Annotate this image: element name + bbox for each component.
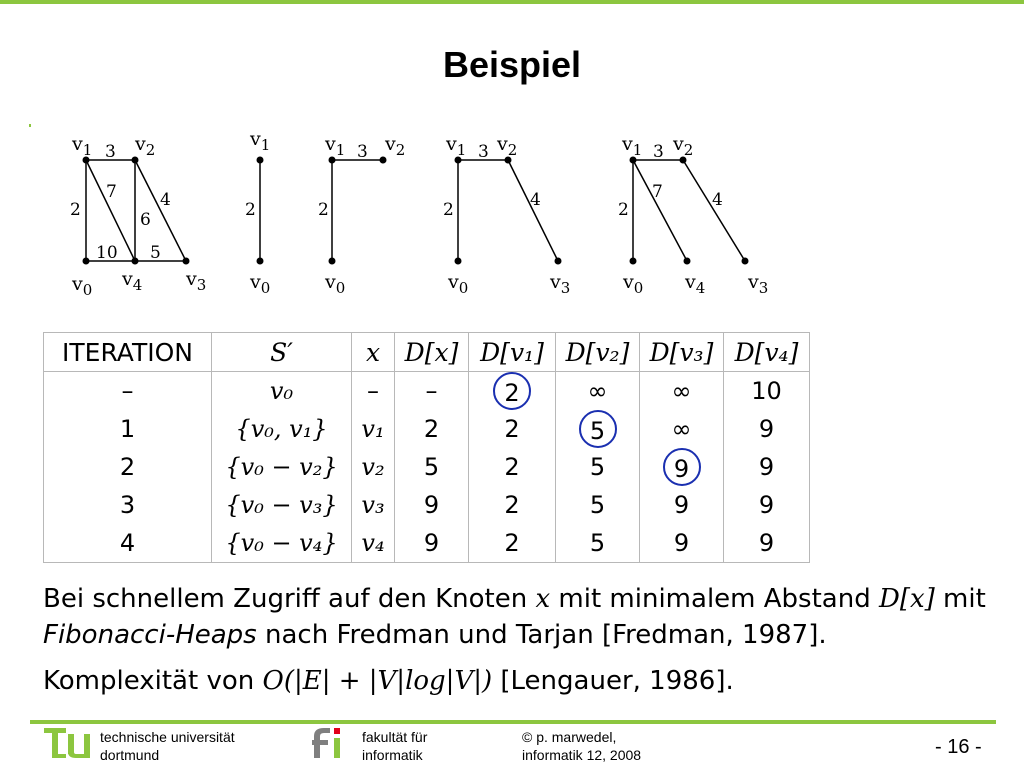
g2-label-v0: $v_0$ xyxy=(250,271,271,297)
header-dv3: D[v₃] xyxy=(640,333,724,372)
footer-university: technische universität dortmund xyxy=(100,729,235,763)
text-line-3: Komplexität von O(|E| + |V|log|V|) [Lengauer, 1986]. xyxy=(43,666,734,696)
g1-label-v1: $v_1$ xyxy=(72,133,93,159)
cell-dv1: 2 xyxy=(469,486,556,524)
cell-dv4: 10 xyxy=(724,372,810,411)
cell-x: v₄ xyxy=(352,524,395,563)
cell-dv3: ∞ xyxy=(640,410,724,448)
header-x: x xyxy=(352,333,395,372)
g2-weight: 2 xyxy=(245,200,256,220)
g1-weight: 3 xyxy=(105,142,116,162)
cell-dv1: 2 xyxy=(469,410,556,448)
header-dv1: D[v₁] xyxy=(469,333,556,372)
cell-dv3: 9 xyxy=(640,486,724,524)
graph-3-edges xyxy=(332,160,383,261)
highlight-circle: 9 xyxy=(663,448,701,486)
g5-label-v2: $v_2$ xyxy=(673,133,694,159)
cell-x: v₂ xyxy=(352,448,395,486)
cell-dx: 5 xyxy=(395,448,469,486)
g1-weight: 2 xyxy=(70,200,81,220)
g4-weight: 4 xyxy=(530,190,541,210)
tu-logo-icon xyxy=(40,724,96,764)
fi-logo-icon xyxy=(310,724,358,764)
header-s: S′ xyxy=(212,333,352,372)
cell-dv2: ∞ xyxy=(556,372,640,411)
cell-dx: 9 xyxy=(395,486,469,524)
footer-copyright: © p. marwedel, informatik 12, 2008 xyxy=(522,729,642,763)
cell-dx: 2 xyxy=(395,410,469,448)
dijkstra-iteration-table xyxy=(43,332,810,563)
g4-label-v3: $v_3$ xyxy=(550,271,571,297)
g1-label-v3: $v_3$ xyxy=(186,268,207,294)
g1-weight: 4 xyxy=(160,190,171,210)
cell-dv4: 9 xyxy=(724,410,810,448)
cell-dv3: 9 xyxy=(640,524,724,563)
g4-weight: 2 xyxy=(443,200,454,220)
cell-dv2: 5 xyxy=(556,524,640,563)
header-iteration: ITERATION xyxy=(44,333,212,372)
g2-label-v1: $v_1$ xyxy=(250,128,271,154)
g5-weight: 4 xyxy=(712,190,723,210)
g4-label-v1: $v_1$ xyxy=(446,133,467,159)
cell-iteration: 4 xyxy=(44,524,212,563)
graph-illustrations xyxy=(0,0,1024,310)
graph-3-nodes xyxy=(329,157,387,265)
highlight-circle: 5 xyxy=(579,410,617,448)
header-dx: D[x] xyxy=(395,333,469,372)
cell-dv1: 2 xyxy=(469,524,556,563)
graph-5-edges xyxy=(633,160,745,261)
graph-4-edges xyxy=(458,160,558,261)
cell-dv2: 5 xyxy=(556,448,640,486)
graph-1-labels xyxy=(70,133,206,299)
g5-weight: 3 xyxy=(653,142,664,162)
graph-5-labels xyxy=(618,133,768,297)
cell-dv1 xyxy=(469,372,556,411)
g1-label-v2: $v_2$ xyxy=(135,133,156,159)
cell-dv3 xyxy=(640,448,724,486)
g3-weight: 3 xyxy=(357,142,368,162)
header-dv4: D[v₄] xyxy=(724,333,810,372)
cell-s: v₀ xyxy=(212,372,352,411)
table-header-row xyxy=(44,333,810,372)
cell-iteration: 1 xyxy=(44,410,212,448)
graph-5-nodes xyxy=(630,157,749,265)
g5-weight: 7 xyxy=(652,182,663,202)
g4-label-v0: $v_0$ xyxy=(448,271,469,297)
cell-dv2 xyxy=(556,410,640,448)
g1-weight: 7 xyxy=(106,182,117,202)
cell-iteration: – xyxy=(44,372,212,411)
g5-label-v3: $v_3$ xyxy=(748,271,769,297)
cell-x: v₃ xyxy=(352,486,395,524)
table-row xyxy=(44,486,810,524)
cell-x: v₁ xyxy=(352,410,395,448)
footer-accent-line xyxy=(30,720,996,724)
cell-iteration: 2 xyxy=(44,448,212,486)
table-row xyxy=(44,372,810,411)
g3-label-v2: $v_2$ xyxy=(385,133,406,159)
g4-label-v2: $v_2$ xyxy=(497,133,518,159)
g1-weight: 5 xyxy=(150,243,161,263)
g3-label-v1: $v_1$ xyxy=(325,133,346,159)
cell-dv4: 9 xyxy=(724,448,810,486)
g5-label-v4: $v_4$ xyxy=(685,271,706,297)
g5-weight: 2 xyxy=(618,200,629,220)
footer-faculty: fakultät für informatik xyxy=(362,729,428,763)
table-row xyxy=(44,448,810,486)
highlight-circle: 2 xyxy=(493,372,531,410)
cell-dv4: 9 xyxy=(724,486,810,524)
g1-label-v4: $v_4$ xyxy=(122,268,143,294)
graph-4-nodes xyxy=(455,157,562,265)
g1-label-v0: $v_0$ xyxy=(72,273,93,299)
cell-s: {v₀ − v₂} xyxy=(212,448,352,486)
g3-weight: 2 xyxy=(318,200,329,220)
cell-dx: 9 xyxy=(395,524,469,563)
header-dv2: D[v₂] xyxy=(556,333,640,372)
cell-dv1: 2 xyxy=(469,448,556,486)
cell-dv3: ∞ xyxy=(640,372,724,411)
table-row xyxy=(44,524,810,563)
cell-iteration: 3 xyxy=(44,486,212,524)
table-row xyxy=(44,410,810,448)
cell-s: {v₀ − v₃} xyxy=(212,486,352,524)
text-line-1: Bei schnellem Zugriff auf den Knoten x mit minimalem Abstand D[x] mit xyxy=(43,584,986,614)
g1-weight: 10 xyxy=(96,243,118,263)
g5-label-v1: $v_1$ xyxy=(622,133,643,159)
g1-weight: 6 xyxy=(140,210,151,230)
graph-2-labels xyxy=(245,128,270,297)
text-line-2: Fibonacci-Heaps nach Fredman und Tarjan [Fredman, 1987]. xyxy=(43,620,827,650)
page-number: - 16 - xyxy=(935,736,982,758)
slide-title: Beispiel xyxy=(442,44,582,85)
cell-dx: – xyxy=(395,372,469,411)
cell-dv2: 5 xyxy=(556,486,640,524)
g3-label-v0: $v_0$ xyxy=(325,271,346,297)
cell-s: {v₀, v₁} xyxy=(212,410,352,448)
cell-dv4: 9 xyxy=(724,524,810,563)
g5-label-v0: $v_0$ xyxy=(623,271,644,297)
cell-x: – xyxy=(352,372,395,411)
g4-weight: 3 xyxy=(478,142,489,162)
cell-s: {v₀ − v₄} xyxy=(212,524,352,563)
